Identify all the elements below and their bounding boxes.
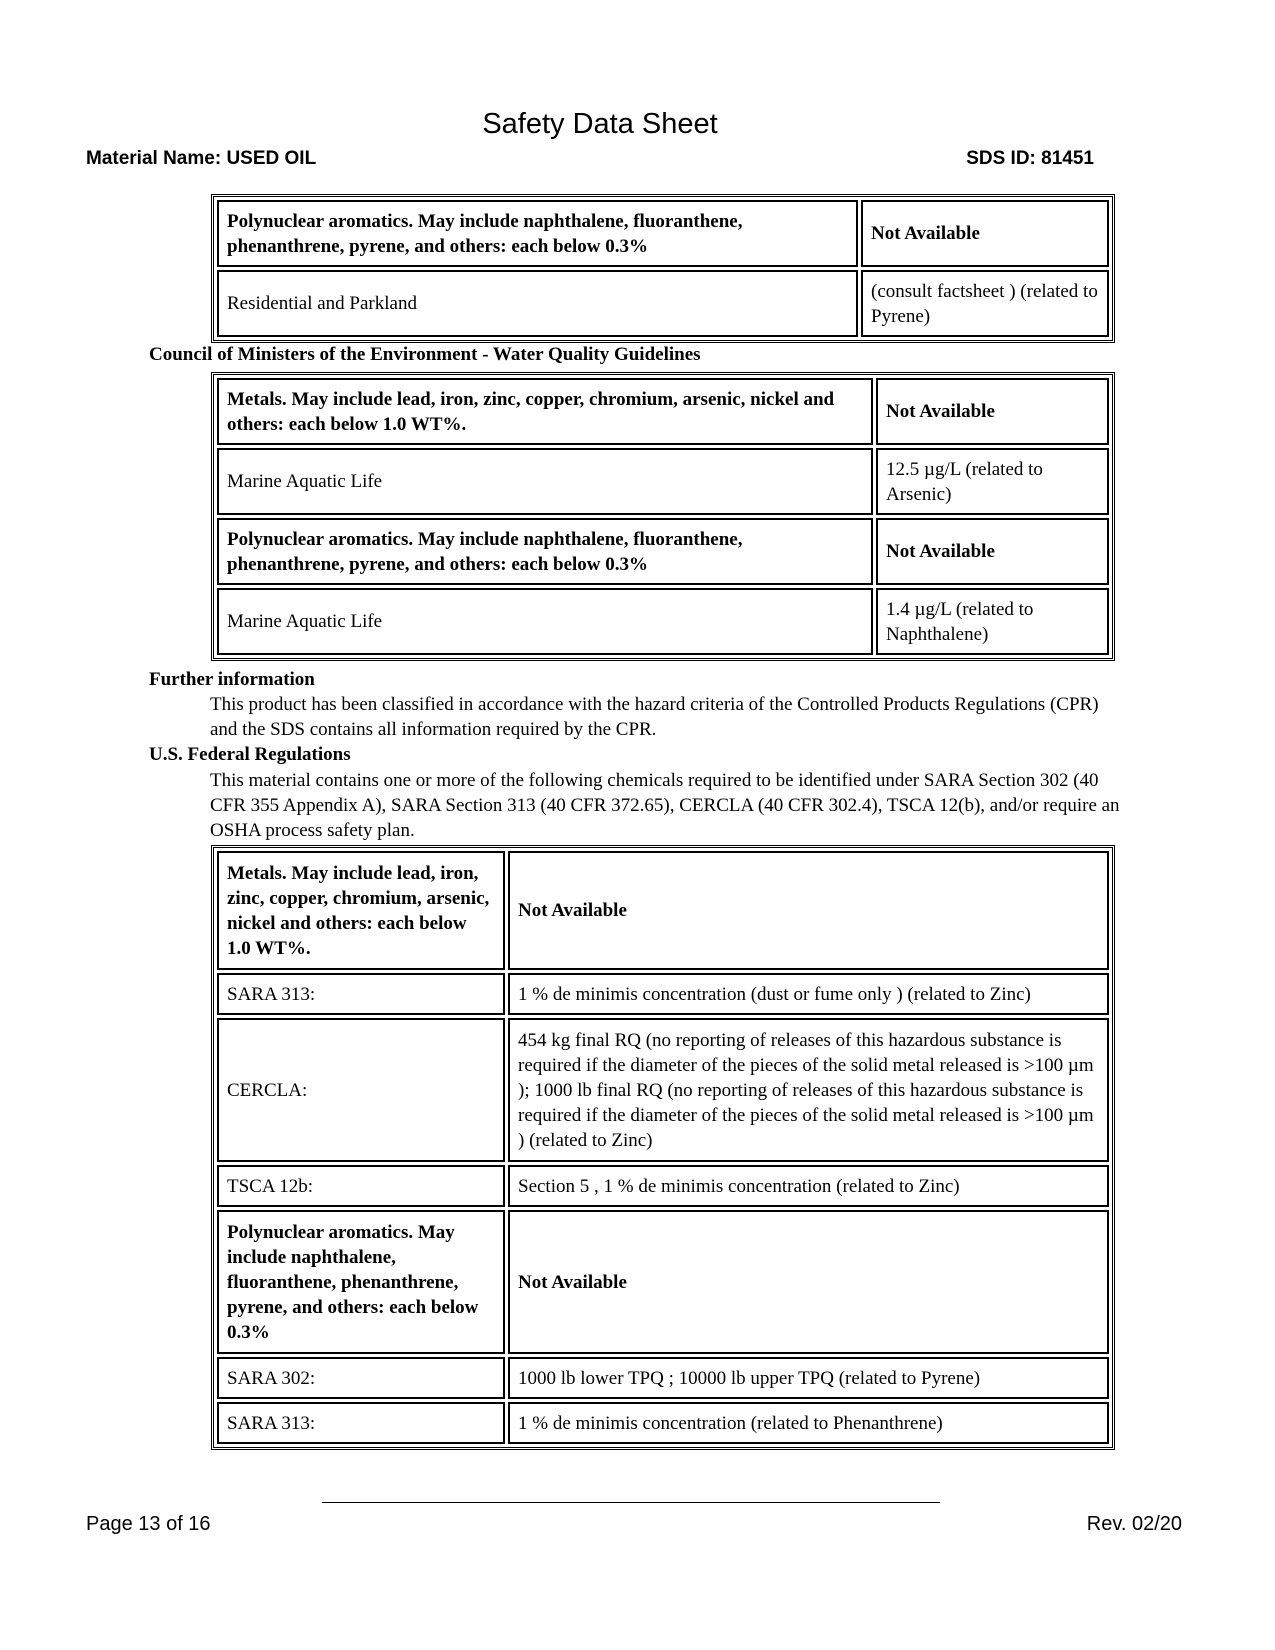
guideline-table-1 [211,194,1115,343]
page-number: Page 13 of 16 [86,1513,211,1535]
us-federal-text: This material contains one or more of the following chemicals required to be identified under SARA Section 302 (40 CFR 355 Appendix A), SARA Section 313 (40 CFR 372.65), CERCLA (40 CFR 302.4), TSCA 12(b), and/or require an OSHA process safety plan. [210,770,1120,841]
footer-divider [322,1502,940,1503]
federal-regulations-table [211,845,1115,1450]
guideline-table-2 [211,372,1115,661]
regulation-cell: SARA 313: [217,973,505,1015]
regulation-cell: SARA 313: [217,1402,505,1444]
value-cell: 1.4 µg/L (related to Naphthalene) [876,588,1109,655]
table-row [217,1402,1109,1444]
table-row [217,973,1109,1015]
substance-cell: Metals. May include lead, iron, zinc, copper, chromium, arsenic, nickel and others: each below 1.0 WT%. [217,378,873,445]
table-row [217,448,1109,515]
substance-cell: Polynuclear aromatics. May include naphthalene, fluoranthene, phenanthrene, pyrene, and others: each below 0.3% [217,1210,505,1354]
value-cell: Not Available [861,200,1109,267]
table-row [217,1210,1109,1354]
category-cell: Marine Aquatic Life [217,448,873,515]
section-heading-ccme: Council of Ministers of the Environment - Water Quality Guidelines [149,344,701,365]
substance-cell: Polynuclear aromatics. May include naphthalene, fluoranthene, phenanthrene, pyrene, and others: each below 0.3% [217,200,858,267]
regulation-cell: CERCLA: [217,1018,505,1162]
revision-label: Rev. 02/20 [1086,1513,1182,1535]
value-cell: Not Available [876,378,1109,445]
value-cell: 12.5 µg/L (related to Arsenic) [876,448,1109,515]
value-cell: Section 5 , 1 % de minimis concentration (related to Zinc) [508,1165,1109,1207]
document-title: Safety Data Sheet [482,108,718,140]
table-row [217,200,1109,267]
table-row [217,1357,1109,1399]
material-name: Material Name: USED OIL [86,148,317,169]
value-cell: (consult factsheet ) (related to Pyrene) [861,270,1109,337]
value-cell: 1 % de minimis concentration (related to Phenanthrene) [508,1402,1109,1444]
substance-cell: Metals. May include lead, iron, zinc, copper, chromium, arsenic, nickel and others: each below 1.0 WT%. [217,851,505,970]
regulation-cell: TSCA 12b: [217,1165,505,1207]
category-cell: Marine Aquatic Life [217,588,873,655]
table-row [217,270,1109,337]
value-cell: 454 kg final RQ (no reporting of releases of this hazardous substance is required if the diameter of the pieces of the solid metal released is >100 µm ); 1000 lb final RQ (no reporting of releases of this hazardous substance is required if the diameter of the pieces of the solid metal released is >100 µm ) (related to Zinc) [508,1018,1109,1162]
value-cell: Not Available [508,1210,1109,1354]
value-cell: 1 % de minimis concentration (dust or fume only ) (related to Zinc) [508,973,1109,1015]
table-row [217,378,1109,445]
table-row [217,518,1109,585]
substance-cell: Polynuclear aromatics. May include naphthalene, fluoranthene, phenanthrene, pyrene, and others: each below 0.3% [217,518,873,585]
table-row [217,851,1109,970]
table-row [217,588,1109,655]
section-heading-us-federal: U.S. Federal Regulations [149,744,351,765]
regulation-cell: SARA 302: [217,1357,505,1399]
value-cell: Not Available [508,851,1109,970]
category-cell: Residential and Parkland [217,270,858,337]
section-heading-further-info: Further information [149,669,315,690]
sds-id: SDS ID: 81451 [966,148,1094,169]
table-row [217,1018,1109,1162]
table-row [217,1165,1109,1207]
value-cell: 1000 lb lower TPQ ; 10000 lb upper TPQ (related to Pyrene) [508,1357,1109,1399]
further-info-text: This product has been classified in accordance with the hazard criteria of the Controlled Products Regulations (CPR) and the SDS contains all information required by the CPR. [210,694,1099,740]
value-cell: Not Available [876,518,1109,585]
